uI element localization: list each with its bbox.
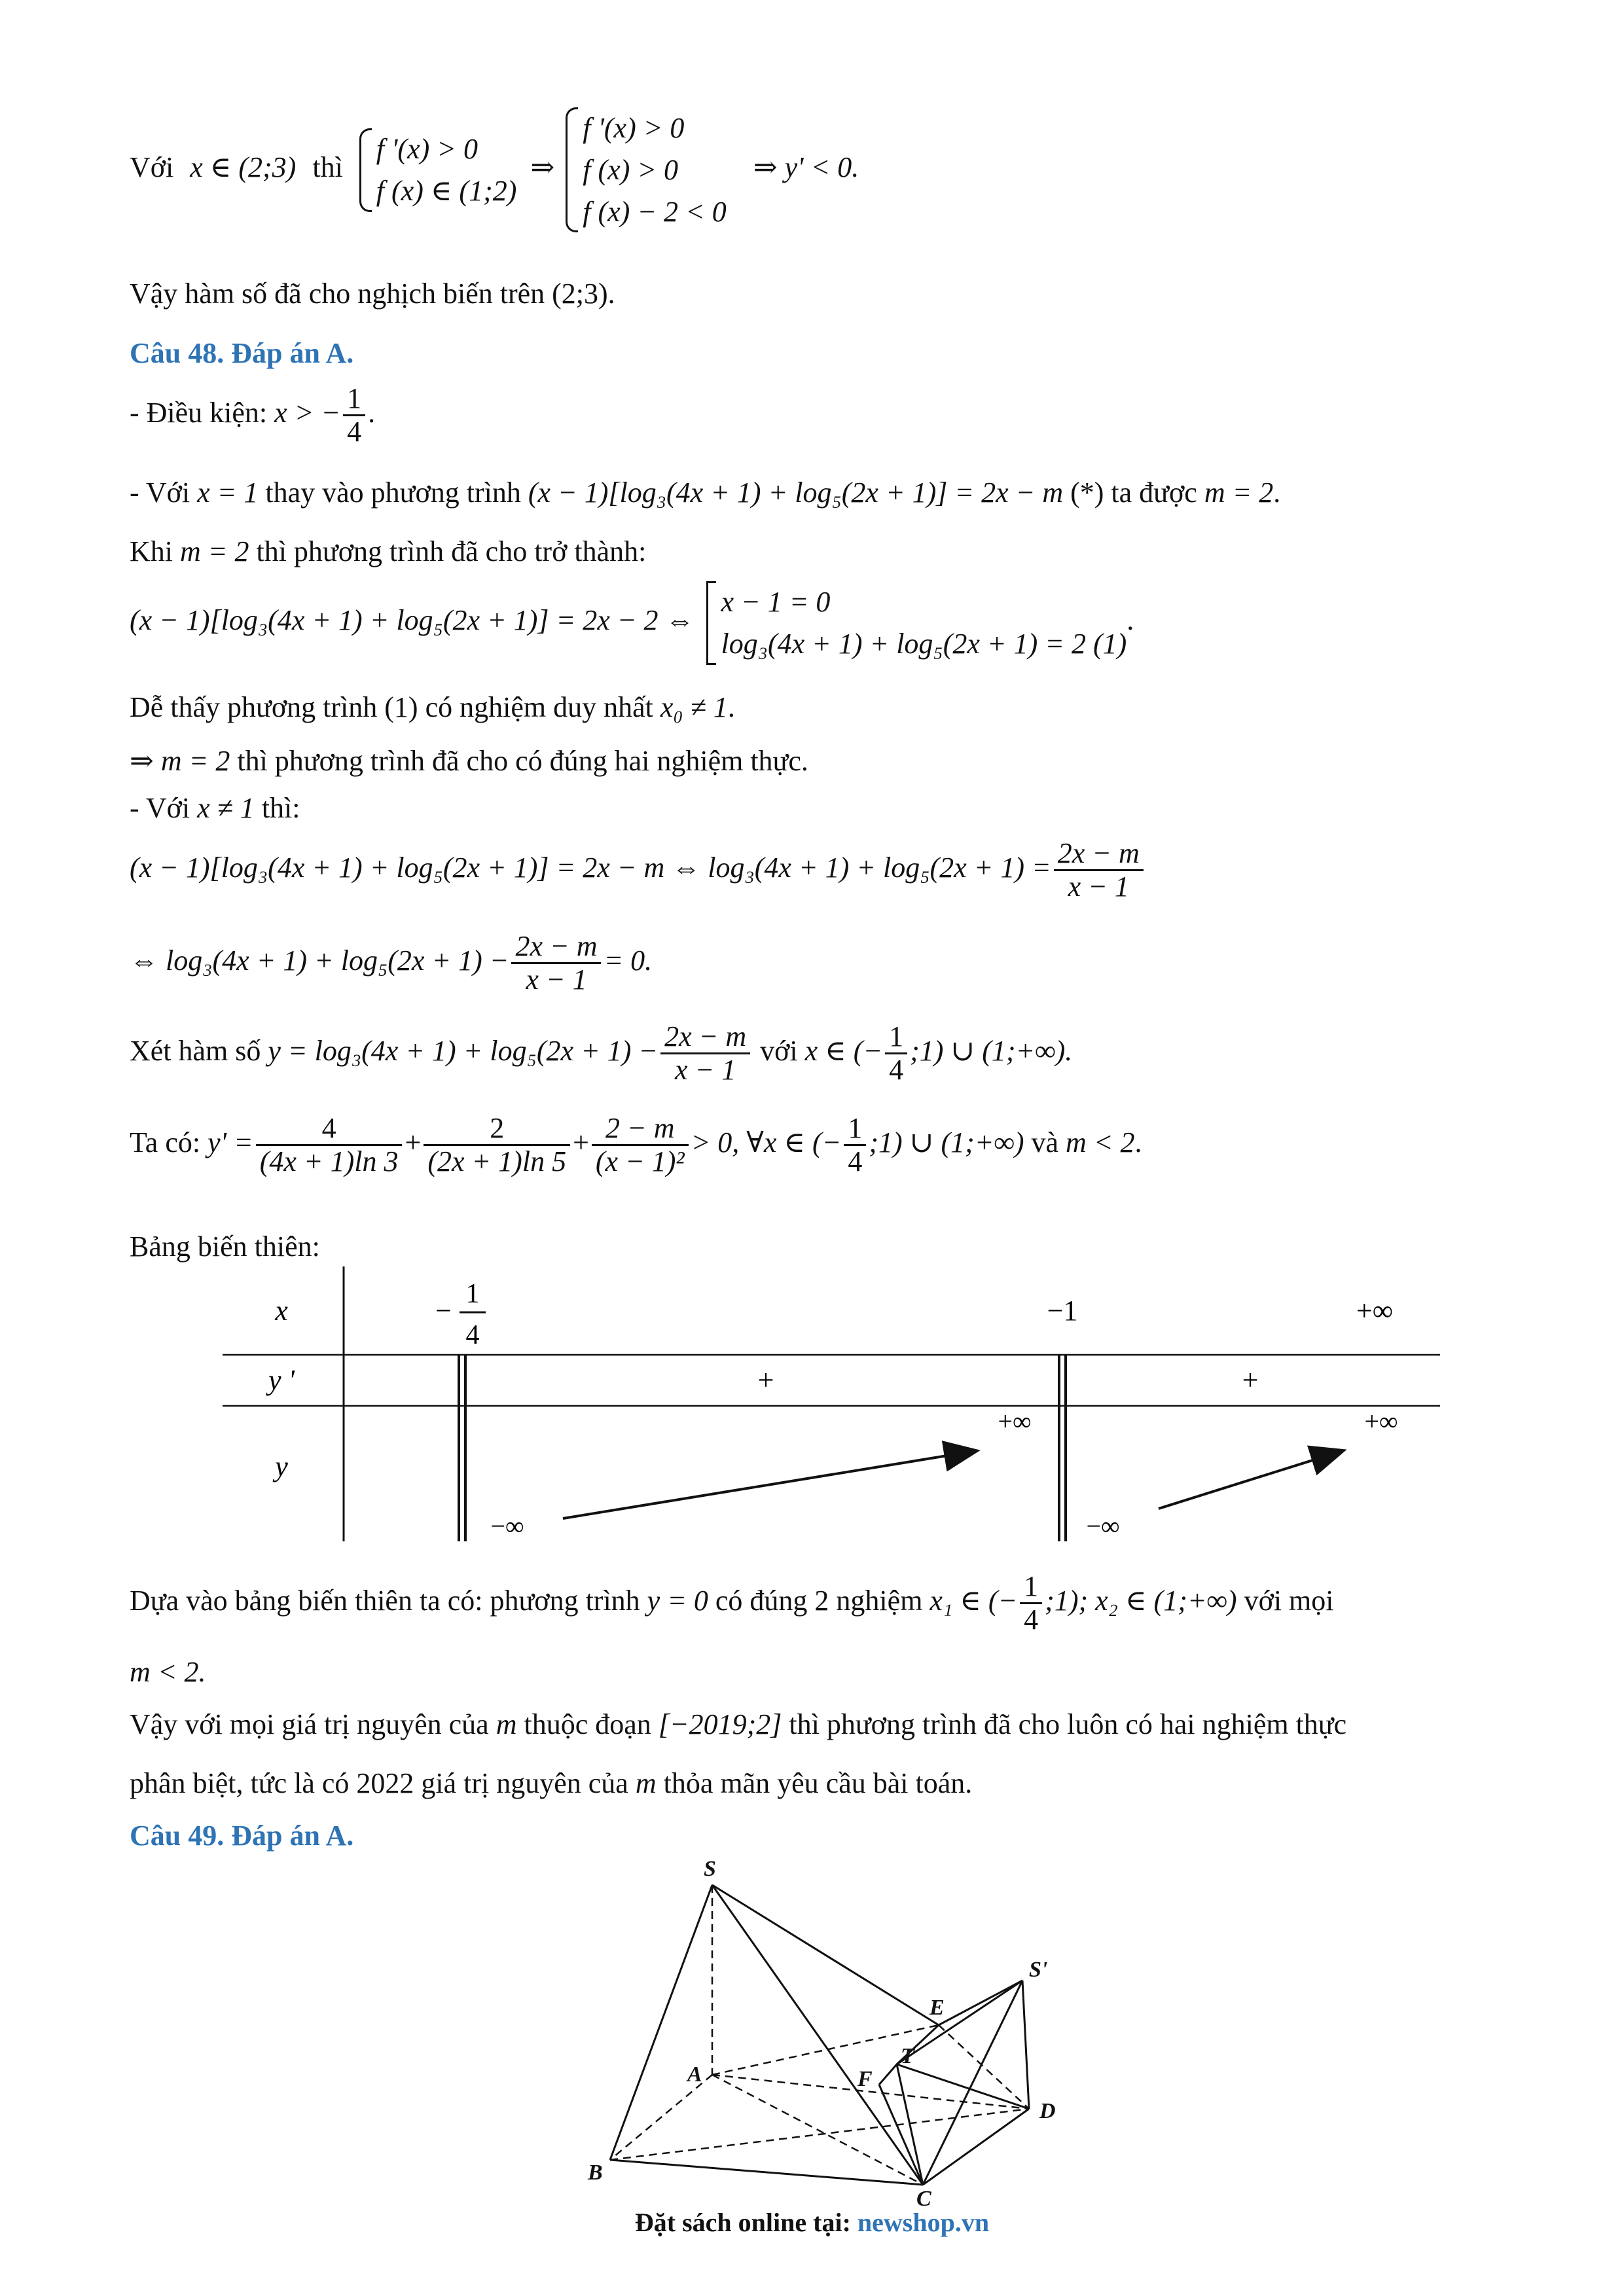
edge-SpE [939, 1981, 1022, 2025]
y-interval1-start: −∞ [490, 1511, 524, 1541]
edge-BC [610, 2160, 923, 2185]
unique-root-line: Dễ thấy phương trình (1) có nghiệm duy nhất x₀ ≠ 1. [130, 691, 735, 723]
label-B: B [588, 2161, 603, 2185]
x-value-1-num: 1 [465, 1279, 480, 1309]
final-conclusion-line-1: Vậy với mọi giá trị nguyên của m thuộc đoạn [−2019;2] thì phương trình đã cho luôn có hai nghiệm thực [130, 1708, 1347, 1740]
when-m2-line: Khi m = 2 thì phương trình đã cho trở thành: [130, 535, 647, 567]
row-label-y: y [275, 1450, 288, 1482]
case-x-not-1-line: - Với x ≠ 1 thì: [130, 792, 300, 824]
edge-AC-hidden [712, 2075, 923, 2185]
label-F: F [857, 2067, 873, 2091]
increasing-arrow-2 [1159, 1451, 1342, 1509]
x-value-2: −1 [1047, 1295, 1078, 1327]
final-conclusion-line-2: phân biệt, tức là có 2022 giá trị nguyên của m thỏa mãn yêu cầu bài toán. [130, 1767, 973, 1799]
edge-SE [712, 1885, 939, 2025]
footer [0, 2207, 1624, 2238]
equation-bracket: x − 1 = 0 log₃(4x + 1) + log₅(2x + 1) = 2 (1) [706, 581, 1127, 665]
footer-link[interactable]: newshop.vn [857, 2208, 990, 2237]
y-prime-sign-1: + [757, 1364, 774, 1396]
x-value-1-den: 4 [465, 1320, 480, 1350]
pyramid-figure [537, 1852, 1093, 2206]
y-prime-sign-2: + [1242, 1364, 1259, 1396]
solution-line-1: Với x ∈ (2;3) thì f '(x) > 0 f (x) ∈ (1;2) ⇒ f '(x) > 0 f (x) > 0 f (x) − 2 < 0 ⇒ y' < 0. [130, 107, 859, 232]
m-less-than-2: m < 2. [130, 1656, 206, 1688]
variation-table-label: Bảng biến thiên: [130, 1230, 320, 1263]
row-label-x: x [275, 1295, 288, 1327]
two-roots-line: ⇒ m = 2 thì phương trình đã cho có đúng hai nghiệm thực. [130, 745, 808, 777]
y-interval2-end: +∞ [1364, 1407, 1398, 1436]
y-interval1-end: +∞ [998, 1407, 1032, 1436]
edge-TF [879, 2064, 897, 2085]
conclusion-roots-line: Dựa vào bảng biến thiên ta có: phương trình y = 0 có đúng 2 nghiệm x₁ ∈ (− $\frac{1}{4}$ ;1); x₂ ∈ (1;+∞) với mọi [130, 1570, 1334, 1636]
condition-line: - Điều kiện: x > − $\frac{1}{4}$ . [130, 382, 376, 448]
label-C: C [916, 2187, 931, 2206]
variation-table [216, 1266, 1447, 1541]
x-value-3: +∞ [1356, 1295, 1394, 1327]
label-A: A [687, 2062, 702, 2087]
label-D: D [1039, 2099, 1056, 2123]
x-value-1-sign: − [435, 1295, 452, 1327]
equivalence-line-2: ⇔ log₃(4x + 1) + log₅(2x + 1) − $\frac{2x - m}{x - 1}$ = 0. [130, 930, 653, 996]
conclusion-decreasing: Vậy hàm số đã cho nghịch biến trên (2;3). [130, 278, 615, 310]
label-S: S [704, 1857, 716, 1881]
increasing-arrow-1 [563, 1451, 975, 1518]
condition-system-1: f '(x) > 0 f (x) ∈ (1;2) [359, 128, 517, 212]
row-label-y-prime: y ' [268, 1364, 295, 1396]
derivative-line: Ta có: y' = $\frac{4}{(4x + 1)\ln 3}$ + $\frac{2}{(2x + 1)\ln 5}$ + $\frac{2 - m}{\text{(x − 1)²}}$ > 0, ∀x ∈ (− $\frac{1}{4}$ ;1) ∪ (1;+∞) và m < 2. [130, 1112, 1142, 1178]
label-T: T [901, 2044, 914, 2068]
footer-text: Đặt sách online tại: [634, 2208, 857, 2237]
edge-BD-hidden [610, 2109, 1029, 2160]
label-S-prime: S' [1029, 1958, 1048, 1982]
equivalence-line-1: (x − 1)[log₃(4x + 1) + log₅(2x + 1)] = 2x − m ⇔ log₃(4x + 1) + log₅(2x + 1) = $\frac{2x - m}{x - 1}$ [130, 838, 1146, 903]
condition-system-2: f '(x) > 0 f (x) > 0 f (x) − 2 < 0 [566, 107, 726, 232]
label-E: E [929, 1996, 945, 2020]
consider-function-line: Xét hàm số y = log₃(4x + 1) + log₅(2x + 1) − $\frac{2x - m}{x - 1}$ với x ∈ (− $\frac{1}{4}$ ;1) ∪ (1;+∞). [130, 1020, 1073, 1086]
edge-SB [610, 1885, 712, 2160]
heading-question-49: Câu 49. Đáp án A. [130, 1820, 354, 1852]
edge-DSp [1022, 1981, 1029, 2109]
y-interval2-start: −∞ [1086, 1511, 1120, 1541]
edge-SpT [897, 1981, 1022, 2064]
edge-FC [879, 2085, 923, 2185]
substitute-x1-line: - Với x = 1 thay vào phương trình (x − 1)[log₃(4x + 1) + log₅(2x + 1)] = 2x − m (*) ta được m = 2. [130, 476, 1281, 509]
heading-question-48: Câu 48. Đáp án A. [130, 337, 354, 369]
edge-ED-hidden [939, 2025, 1029, 2109]
equation-m2-line: (x − 1)[log₃(4x + 1) + log₅(2x + 1)] = 2x − 2 ⇔ x − 1 = 0 log₃(4x + 1) + log₅(2x + 1) = 2 (1) . [130, 581, 1134, 665]
